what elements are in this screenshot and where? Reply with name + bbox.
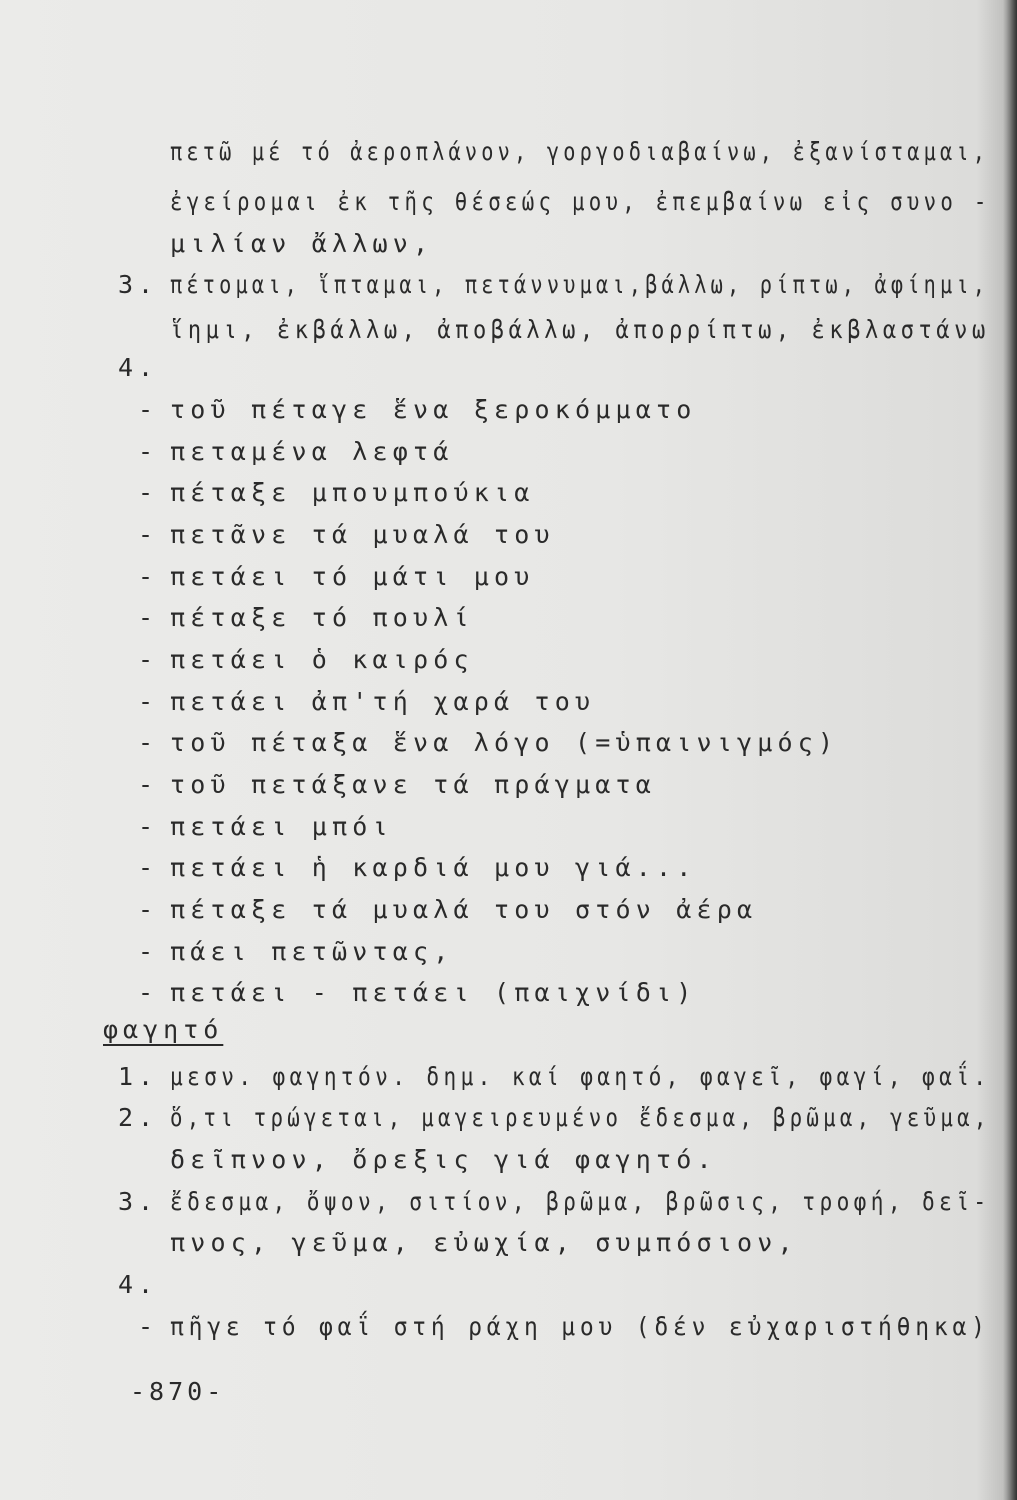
- list-item: πετάει τό μάτι μου: [170, 562, 535, 591]
- section-3-line-1: πέτομαι, ἵπταμαι, πετάννυμαι,βάλλω, ρίπτω, ἀφίημι,: [170, 270, 990, 299]
- entry-2-number: 2.: [118, 1103, 159, 1132]
- list-item: πετᾶνε τά μυαλά του: [170, 520, 555, 549]
- list-item: πετάει ἡ καρδιά μου γιά...: [170, 853, 697, 882]
- list-bullet: -: [138, 687, 154, 716]
- list-item: πάει πετῶντας,: [170, 937, 454, 966]
- page-number: -870-: [130, 1377, 226, 1406]
- list-bullet: -: [138, 437, 154, 466]
- page-edge-shadow: [1003, 0, 1017, 1500]
- list-item: πετάει μπόι: [170, 812, 393, 841]
- list-item: πετάει - πετάει (παιχνίδι): [170, 978, 697, 1007]
- entry-1-number: 1.: [118, 1062, 159, 1091]
- entry-1-line: μεσν. φαγητόν. δημ. καί φαητό, φαγεῖ, φαγί, φαΐ.: [170, 1062, 991, 1091]
- list-bullet: -: [138, 728, 154, 757]
- list-bullet: -: [138, 645, 154, 674]
- list-bullet: -: [138, 478, 154, 507]
- section-4-number: 4.: [118, 353, 159, 382]
- list-bullet: -: [138, 895, 154, 924]
- entry-2-line-2: δεῖπνον, ὄρεξις γιά φαγητό.: [170, 1145, 717, 1174]
- intro-line-1: πετῶ μέ τό ἀεροπλάνον, γοργοδιαβαίνω, ἐξανίσταμαι,: [170, 137, 990, 166]
- list-item: πεταμένα λεφτά: [170, 437, 454, 466]
- list-bullet: -: [138, 812, 154, 841]
- list-bullet: -: [138, 978, 154, 1007]
- list-bullet: -: [138, 562, 154, 591]
- entry-4-number: 4.: [118, 1270, 159, 1299]
- list-item: τοῦ πέταξα ἕνα λόγο (=ὑπαινιγμός): [170, 728, 839, 757]
- entry-2-line-1: ὅ,τι τρώγεται, μαγειρευμένο ἔδεσμα, βρῶμα, γεῦμα,: [170, 1103, 991, 1132]
- list-item: τοῦ πέταγε ἕνα ξεροκόμματο: [170, 395, 697, 424]
- intro-line-3: μιλίαν ἄλλων,: [170, 229, 434, 258]
- entry-3-line-2: πνος, γεῦμα, εὐωχία, συμπόσιον,: [170, 1228, 798, 1257]
- list-item: πέταξε τά μυαλά του στόν ἀέρα: [170, 895, 758, 924]
- list-bullet: -: [138, 520, 154, 549]
- list-item: τοῦ πετάξανε τά πράγματα: [170, 770, 657, 799]
- list-bullet: -: [138, 603, 154, 632]
- list-item: πετάει ἀπ'τή χαρά του: [170, 687, 596, 716]
- list-bullet: -: [138, 395, 154, 424]
- list-item: πέταξε τό πουλί: [170, 603, 474, 632]
- entry-3-number: 3.: [118, 1187, 159, 1216]
- list-bullet: -: [138, 937, 154, 966]
- entry-heading: φαγητό: [103, 1015, 224, 1044]
- section-3-line-2: ἵημι, ἐκβάλλω, ἀποβάλλω, ἀπορρίπτω, ἐκβλαστάνω: [170, 315, 990, 344]
- section-3-number: 3.: [118, 270, 159, 299]
- list-item: πέταξε μπουμπούκια: [170, 478, 535, 507]
- entry-4-bullet: -: [138, 1312, 154, 1341]
- list-bullet: -: [138, 770, 154, 799]
- intro-line-2: ἐγείρομαι ἐκ τῆς θέσεώς μου, ἐπεμβαίνω εἰς συνο -: [170, 187, 991, 216]
- entry-4-line: πῆγε τό φαΐ στή ράχη μου (δέν εὐχαριστήθηκα): [170, 1312, 990, 1341]
- list-bullet: -: [138, 853, 154, 882]
- list-item: πετάει ὁ καιρός: [170, 645, 474, 674]
- entry-3-line-1: ἔδεσμα, ὄψον, σιτίον, βρῶμα, βρῶσις, τροφή, δεῖ-: [170, 1187, 991, 1216]
